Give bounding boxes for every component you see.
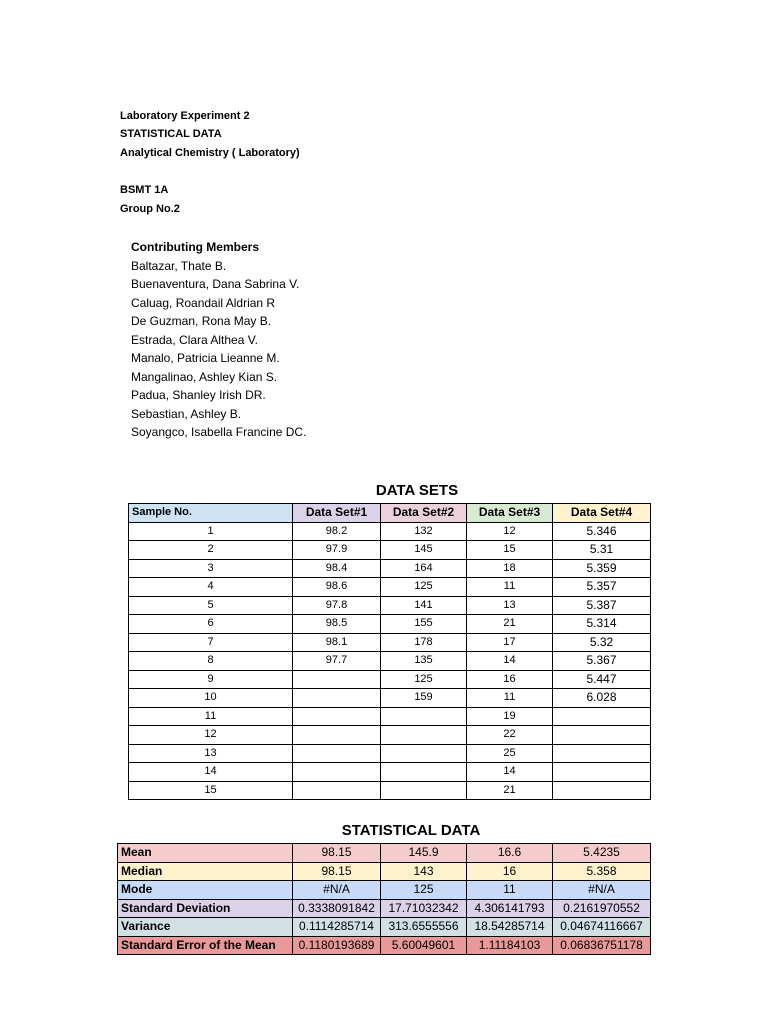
stat-value: 145.9 bbox=[381, 844, 467, 863]
column-header: Sample No. bbox=[129, 504, 293, 523]
stat-value: 18.54285714 bbox=[467, 918, 553, 937]
table-cell bbox=[381, 763, 467, 782]
stat-label: Mode bbox=[118, 881, 293, 900]
stat-value: 143 bbox=[381, 862, 467, 881]
member-name: Caluag, Roandail Aldrian R bbox=[131, 295, 276, 310]
member-name: Mangalinao, Ashley Kian S. bbox=[131, 369, 278, 384]
table-cell bbox=[553, 707, 651, 726]
table-cell bbox=[553, 726, 651, 745]
table-cell: 19 bbox=[467, 707, 553, 726]
table-row bbox=[129, 522, 651, 541]
stat-value: 98.15 bbox=[293, 844, 381, 863]
table-cell: 14 bbox=[129, 763, 293, 782]
stat-value: 0.1114285714 bbox=[293, 918, 381, 937]
table-cell: 10 bbox=[129, 689, 293, 708]
table-cell: 16 bbox=[467, 670, 553, 689]
table-cell: 21 bbox=[467, 615, 553, 634]
table-row bbox=[129, 559, 651, 578]
column-header: Data Set#4 bbox=[553, 504, 651, 523]
statistical-data-table bbox=[117, 843, 651, 955]
stats-row bbox=[118, 862, 651, 881]
table-cell bbox=[553, 763, 651, 782]
table-cell: 5 bbox=[129, 596, 293, 615]
section-label: BSMT 1A bbox=[120, 184, 169, 196]
table-cell: 12 bbox=[129, 726, 293, 745]
table-cell: 98.6 bbox=[293, 578, 381, 597]
table-cell bbox=[293, 726, 381, 745]
table-cell: 125 bbox=[381, 670, 467, 689]
table-cell: 13 bbox=[467, 596, 553, 615]
table-cell: 125 bbox=[381, 578, 467, 597]
table-cell: 178 bbox=[381, 633, 467, 652]
table-cell: 5.357 bbox=[553, 578, 651, 597]
table-cell: 18 bbox=[467, 559, 553, 578]
stat-label: Variance bbox=[118, 918, 293, 937]
table-cell bbox=[381, 781, 467, 800]
table-cell bbox=[293, 689, 381, 708]
table-cell: 141 bbox=[381, 596, 467, 615]
table-cell bbox=[553, 781, 651, 800]
table-cell: 98.1 bbox=[293, 633, 381, 652]
member-name: Baltazar, Thate B. bbox=[131, 258, 227, 273]
table-cell: 22 bbox=[467, 726, 553, 745]
stat-value: 0.04674116667 bbox=[553, 918, 651, 937]
stats-row bbox=[118, 936, 651, 955]
table-cell bbox=[293, 707, 381, 726]
stats-row bbox=[118, 899, 651, 918]
table-cell: 5.387 bbox=[553, 596, 651, 615]
table-row bbox=[129, 596, 651, 615]
table-cell: 164 bbox=[381, 559, 467, 578]
table-cell: 9 bbox=[129, 670, 293, 689]
table-cell: 15 bbox=[467, 541, 553, 560]
table-row bbox=[129, 763, 651, 782]
table-cell: 132 bbox=[381, 522, 467, 541]
table-row bbox=[129, 652, 651, 671]
document-subtitle: STATISTICAL DATA bbox=[120, 128, 222, 140]
table-cell: 135 bbox=[381, 652, 467, 671]
table-row bbox=[129, 781, 651, 800]
table-cell bbox=[293, 670, 381, 689]
table-cell: 5.346 bbox=[553, 522, 651, 541]
stat-label: Standard Deviation bbox=[118, 899, 293, 918]
column-header: Data Set#2 bbox=[381, 504, 467, 523]
table-row bbox=[129, 633, 651, 652]
table-row bbox=[129, 707, 651, 726]
member-name: Estrada, Clara Althea V. bbox=[131, 332, 258, 347]
stat-value: 98.15 bbox=[293, 862, 381, 881]
stat-label: Standard Error of the Mean bbox=[118, 936, 293, 955]
table-cell: 145 bbox=[381, 541, 467, 560]
table-cell: 11 bbox=[129, 707, 293, 726]
stat-value: 11 bbox=[467, 881, 553, 900]
stat-label: Mean bbox=[118, 844, 293, 863]
table-cell: 8 bbox=[129, 652, 293, 671]
member-name: Soyangco, Isabella Francine DC. bbox=[131, 425, 307, 439]
table-cell: 2 bbox=[129, 541, 293, 560]
table-cell: 15 bbox=[129, 781, 293, 800]
table-cell bbox=[293, 763, 381, 782]
table-cell: 17 bbox=[467, 633, 553, 652]
table-row bbox=[129, 744, 651, 763]
table-cell: 6.028 bbox=[553, 689, 651, 708]
members-title: Contributing Members bbox=[131, 240, 259, 254]
table-row bbox=[129, 689, 651, 708]
stats-row bbox=[118, 881, 651, 900]
table-cell: 5.359 bbox=[553, 559, 651, 578]
table-cell: 21 bbox=[467, 781, 553, 800]
course-title: Analytical Chemistry ( Laboratory) bbox=[120, 147, 300, 159]
stat-value: #N/A bbox=[293, 881, 381, 900]
table-cell: 155 bbox=[381, 615, 467, 634]
stat-value: 1.11184103 bbox=[467, 936, 553, 955]
stat-value: 17.71032342 bbox=[381, 899, 467, 918]
table-cell bbox=[381, 726, 467, 745]
table-cell: 98.5 bbox=[293, 615, 381, 634]
data-sets-table bbox=[128, 503, 651, 800]
table-cell: 97.8 bbox=[293, 596, 381, 615]
table-cell: 7 bbox=[129, 633, 293, 652]
table-row bbox=[129, 670, 651, 689]
data-sets-title: DATA SETS bbox=[375, 482, 459, 499]
stat-value: 4.306141793 bbox=[467, 899, 553, 918]
table-cell bbox=[293, 781, 381, 800]
table-cell: 1 bbox=[129, 522, 293, 541]
stat-value: 0.06836751178 bbox=[553, 936, 651, 955]
stat-value: 16 bbox=[467, 862, 553, 881]
member-name: De Guzman, Rona May B. bbox=[131, 314, 272, 328]
table-cell: 11 bbox=[467, 578, 553, 597]
experiment-title: Laboratory Experiment 2 bbox=[120, 110, 250, 122]
table-cell: 5.31 bbox=[553, 541, 651, 560]
stat-value: 313.6555556 bbox=[381, 918, 467, 937]
table-cell bbox=[553, 744, 651, 763]
stat-value: 0.1180193689 bbox=[293, 936, 381, 955]
table-cell: 14 bbox=[467, 763, 553, 782]
table-cell: 4 bbox=[129, 578, 293, 597]
member-name: Buenaventura, Dana Sabrina V. bbox=[131, 277, 300, 291]
table-cell: 97.9 bbox=[293, 541, 381, 560]
table-cell: 98.2 bbox=[293, 522, 381, 541]
table-row bbox=[129, 726, 651, 745]
table-cell: 11 bbox=[467, 689, 553, 708]
stat-value: 16.6 bbox=[467, 844, 553, 863]
statistical-data-title: STATISTICAL DATA bbox=[341, 822, 481, 839]
stats-row bbox=[118, 844, 651, 863]
table-cell: 97.7 bbox=[293, 652, 381, 671]
column-header: Data Set#1 bbox=[293, 504, 381, 523]
member-name: Padua, Shanley Irish DR. bbox=[131, 388, 266, 402]
table-cell: 5.314 bbox=[553, 615, 651, 634]
stats-row bbox=[118, 918, 651, 937]
group-label: Group No.2 bbox=[120, 203, 180, 215]
table-cell: 6 bbox=[129, 615, 293, 634]
member-name: Manalo, Patricia Lieanne M. bbox=[131, 351, 280, 365]
table-cell: 13 bbox=[129, 744, 293, 763]
table-cell bbox=[381, 744, 467, 763]
table-row bbox=[129, 541, 651, 560]
stat-value: 5.4235 bbox=[553, 844, 651, 863]
contributing-members bbox=[131, 238, 306, 442]
table-cell: 25 bbox=[467, 744, 553, 763]
table-cell bbox=[381, 707, 467, 726]
table-row bbox=[129, 578, 651, 597]
stat-value: #N/A bbox=[553, 881, 651, 900]
stat-value: 0.2161970552 bbox=[553, 899, 651, 918]
table-cell: 12 bbox=[467, 522, 553, 541]
stat-value: 5.60049601 bbox=[381, 936, 467, 955]
table-cell: 3 bbox=[129, 559, 293, 578]
table-cell: 14 bbox=[467, 652, 553, 671]
table-cell: 98.4 bbox=[293, 559, 381, 578]
stat-value: 5.358 bbox=[553, 862, 651, 881]
table-header-row bbox=[129, 504, 651, 523]
table-cell: 5.447 bbox=[553, 670, 651, 689]
table-row bbox=[129, 615, 651, 634]
table-cell: 5.32 bbox=[553, 633, 651, 652]
table-cell: 159 bbox=[381, 689, 467, 708]
column-header: Data Set#3 bbox=[467, 504, 553, 523]
table-cell: 5.367 bbox=[553, 652, 651, 671]
stat-label: Median bbox=[118, 862, 293, 881]
stat-value: 0.3338091842 bbox=[293, 899, 381, 918]
stat-value: 125 bbox=[381, 881, 467, 900]
member-name: Sebastian, Ashley B. bbox=[131, 406, 242, 421]
table-cell bbox=[293, 744, 381, 763]
